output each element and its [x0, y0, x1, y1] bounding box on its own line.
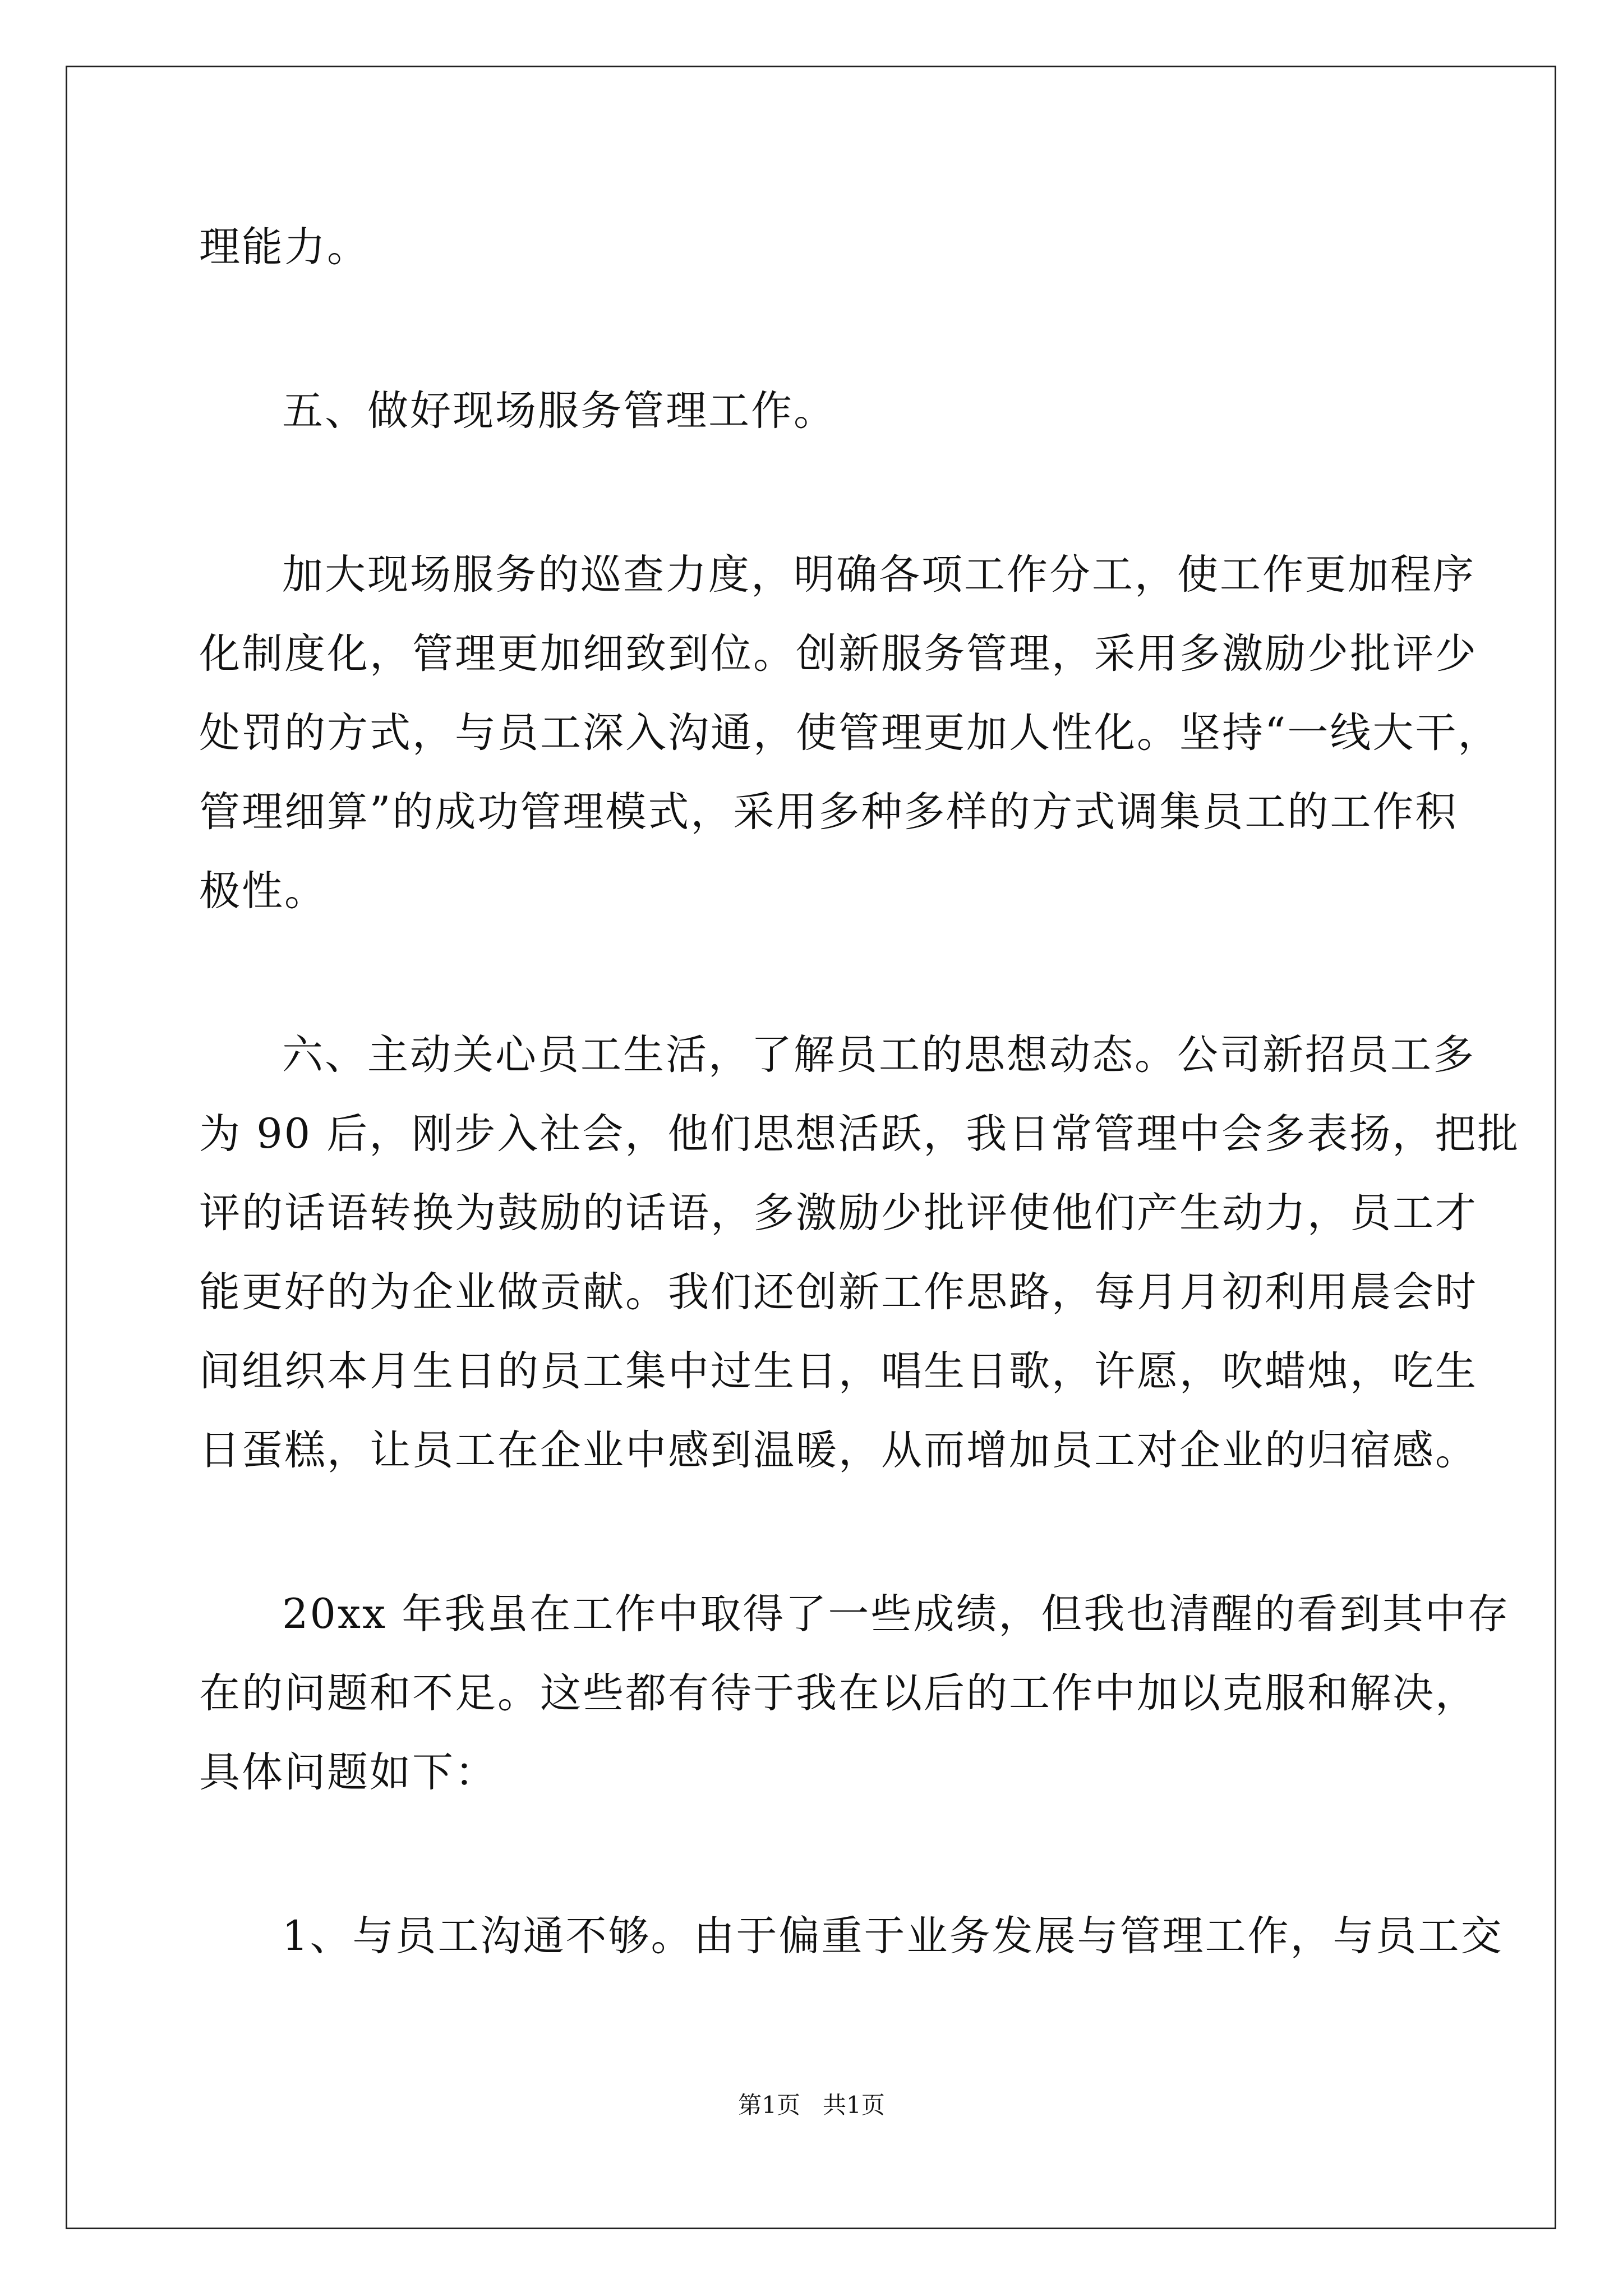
text-line: 为 90 后，刚步入社会，他们思想活跃，我日常管理中会多表扬，把批: [199, 1110, 1520, 1158]
text-line: 间组织本月生日的员工集中过生日，唱生日歌，许愿，吹蜡烛，吃生: [199, 1347, 1478, 1395]
text-line: 能更好的为企业做贡献。我们还创新工作思路，每月月初利用晨会时: [199, 1268, 1478, 1316]
text-line: 化制度化，管理更加细致到位。创新服务管理，采用多激励少批评少: [199, 630, 1478, 678]
text-line: 具体问题如下：: [199, 1749, 497, 1796]
text-line: 在的问题和不足。这些都有待于我在以后的工作中加以克服和解决，: [199, 1669, 1478, 1717]
list-item: 1、与员工沟通不够。由于偏重于业务发展与管理工作，与员工交: [282, 1912, 1504, 1960]
page-number: 第1页 共1页: [738, 2091, 885, 2119]
section-heading: 五、做好现场服务管理工作。: [282, 387, 836, 435]
section-heading: 六、主动关心员工生活，了解员工的思想动态。公司新招员工多: [282, 1031, 1476, 1079]
text-line: 处罚的方式，与员工深入沟通，使管理更加人性化。坚持“一线大干，: [199, 709, 1501, 757]
text-line: 评的话语转换为鼓励的话语，多激励少批评使他们产生动力，员工才: [199, 1189, 1478, 1237]
text-line: 极性。: [199, 867, 327, 915]
text-line: 20xx 年我虽在工作中取得了一些成绩，但我也清醒的看到其中存: [282, 1590, 1510, 1638]
text-line: 日蛋糕，让员工在企业中感到温暖，从而增加员工对企业的归宿感。: [199, 1427, 1478, 1474]
text-line: 理能力。: [199, 223, 370, 271]
text-line: 加大现场服务的巡查力度，明确各项工作分工，使工作更加程序: [282, 551, 1476, 599]
document-body: [199, 208, 1520, 1976]
text-line: 管理细算”的成功管理模式，采用多种多样的方式调集员工的工作积: [199, 788, 1458, 836]
